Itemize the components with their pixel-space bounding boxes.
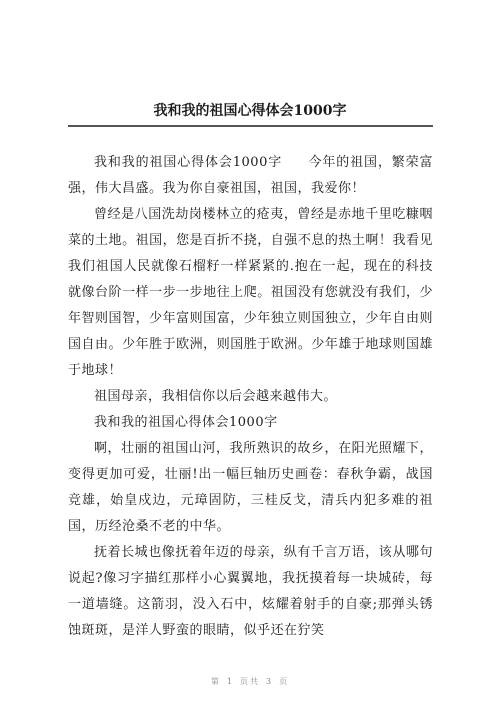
page-total: 3 bbox=[266, 677, 274, 686]
page-label-suffix: 页 bbox=[279, 677, 290, 686]
document-title: 我和我的祖国心得体会1000字 bbox=[153, 103, 347, 119]
paragraph-2: 曾经是八国洗劫岗楼林立的疮夷，曾经是赤地千里吃糠咽菜的土地。祖国，您是百折不挠，自强不息的热土啊！我看见我们祖国人民就像石榴籽一样紧紧的.抱在一起，现在的科技就像台阶一样一步一步地往上爬。祖国没有您就没有我们，少年智则国智，少年富则国富，少年独立则国独立，少年自由则国自由。少年胜于欧洲，则国胜于欧洲。少年雄于地球则国雄于地球！ bbox=[68, 207, 433, 378]
title-divider bbox=[68, 125, 433, 127]
paragraph-5: 啊，壮丽的祖国山河，我所熟识的故乡，在阳光照耀下，变得更加可爱，壮丽!出一幅巨轴历史画卷：春秋争霸，战国竞雄，始皇戍边，元璋固防，三桂反戈，清兵内犯多难的祖国，历经沧桑不老的中华。 bbox=[68, 441, 433, 534]
page-label-middle: 页共 bbox=[240, 677, 260, 686]
document-body bbox=[68, 150, 433, 644]
page-current: 1 bbox=[226, 677, 234, 686]
paragraph-1-text: 今年的祖国，繁荣富强，伟大昌盛。我为你自豪祖国，祖国，我爱你！ bbox=[68, 155, 433, 196]
paragraph-6: 抚着长城也像抚着年迈的母亲，纵有千言万语，该从哪句说起?像习字描红那样小心翼翼地，我抚摸着每一块城砖，每一道墙缝。这箭羽，没入石中，炫耀着射手的自豪;那弹头锈蚀斑斑，是洋人野蛮的眼睛，似乎还在狞笑 bbox=[68, 545, 433, 638]
page-footer bbox=[0, 676, 500, 687]
paragraph-1-lead: 我和我的祖国心得体会1000字 bbox=[94, 155, 283, 170]
page-label-prefix: 第 bbox=[210, 677, 221, 686]
paragraph-1 bbox=[68, 150, 433, 202]
paragraph-3: 祖国母亲，我相信你以后会越来越伟大。 bbox=[94, 389, 338, 404]
paragraph-4: 我和我的祖国心得体会1000字 bbox=[94, 415, 278, 430]
